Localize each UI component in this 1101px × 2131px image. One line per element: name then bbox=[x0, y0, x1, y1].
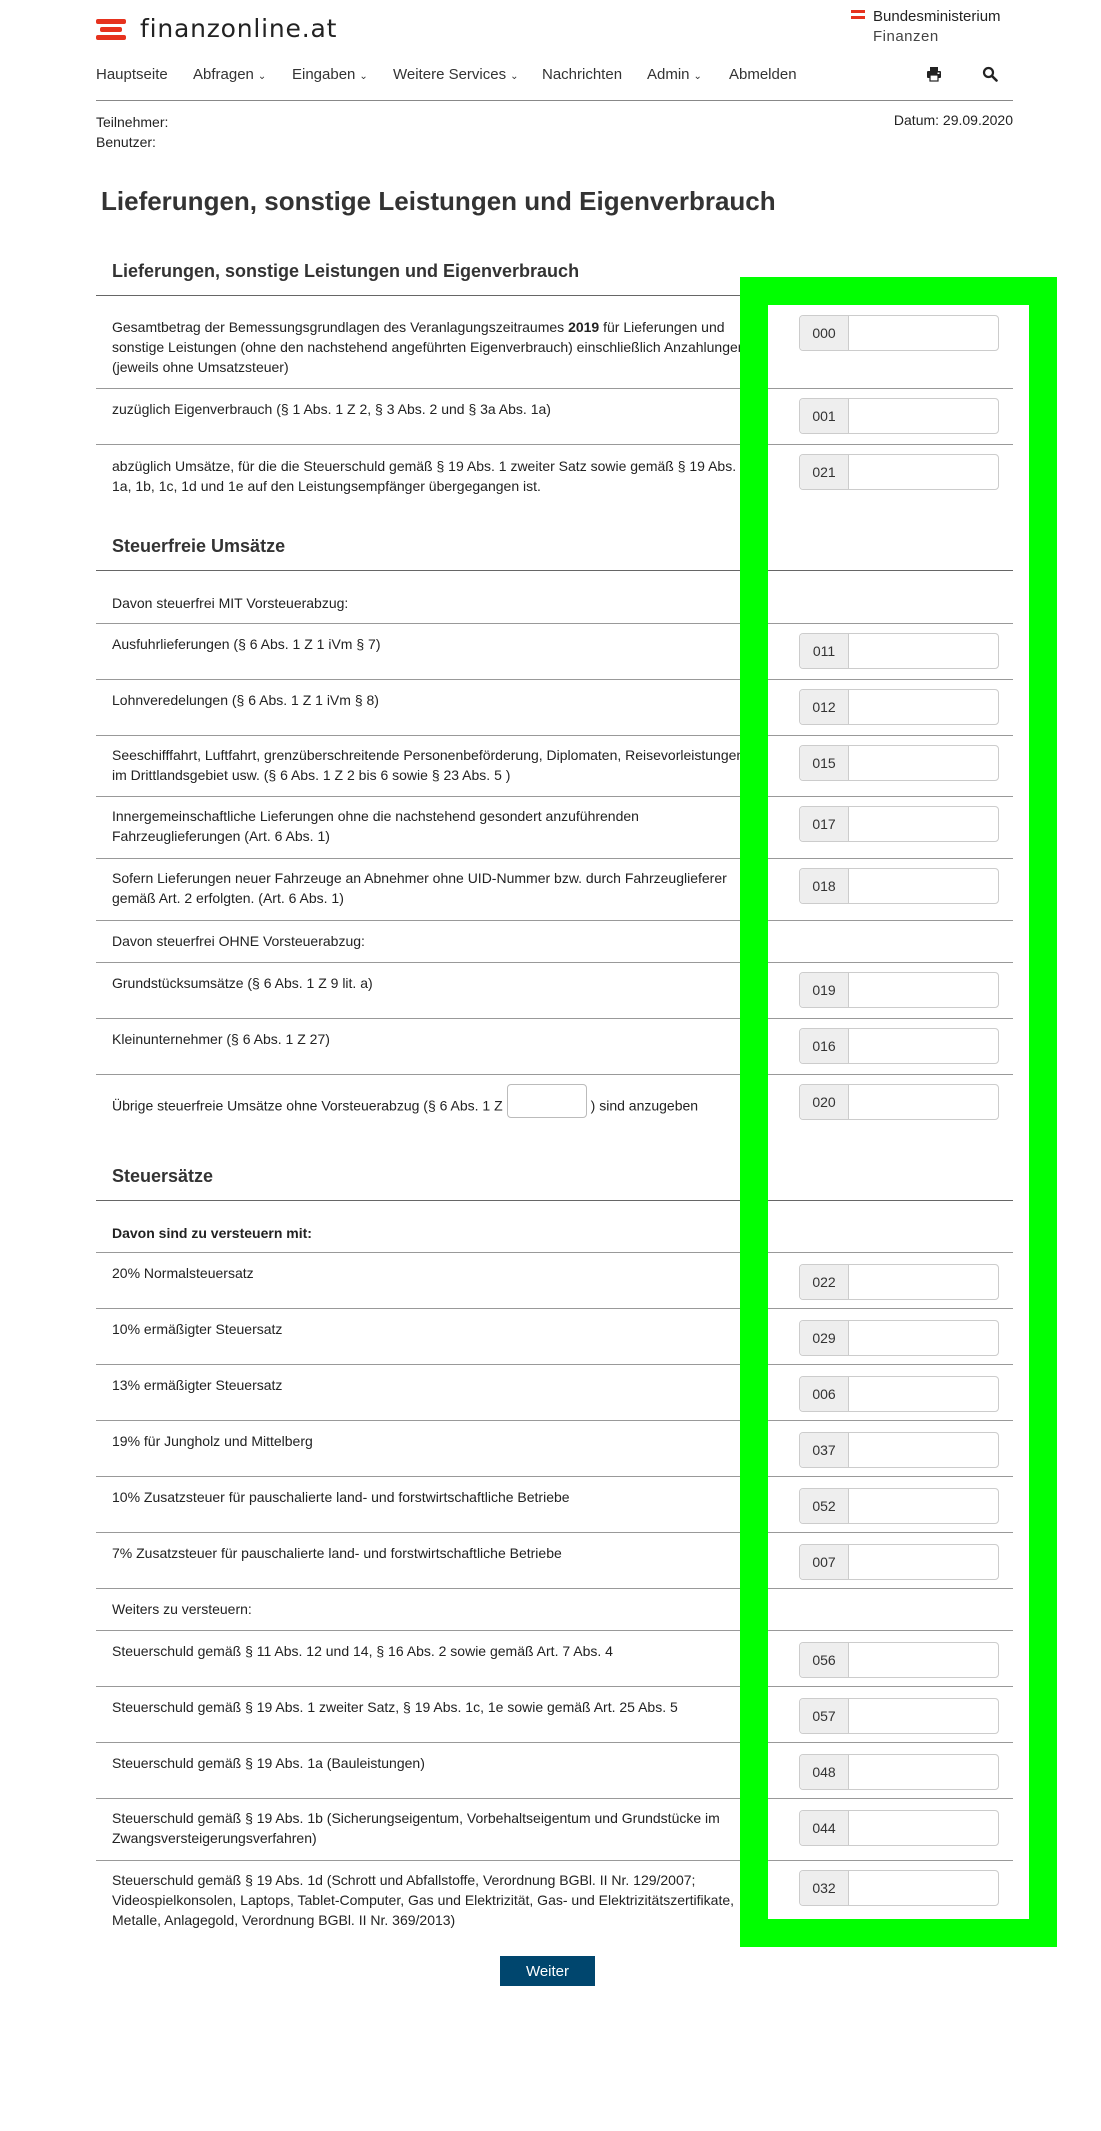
row-label: Innergemeinschaftliche Lieferungen ohne die nachstehend gesondert anzuführenden Fahrzeuglieferungen (Art. 6 Abs. 1) bbox=[112, 808, 639, 844]
form-row-057 bbox=[96, 1687, 1013, 1743]
row-label: Lohnveredelungen (§ 6 Abs. 1 Z 1 iVm § 8) bbox=[112, 692, 379, 708]
form-row-012 bbox=[96, 680, 1013, 736]
kz-field-018 bbox=[799, 868, 999, 904]
kz-input-000[interactable] bbox=[849, 316, 998, 350]
kz-code: 052 bbox=[800, 1489, 849, 1523]
row-label: zuzüglich Eigenverbrauch (§ 1 Abs. 1 Z 2, § 3 Abs. 2 und § 3a Abs. 1a) bbox=[112, 401, 551, 417]
logo-mark-icon bbox=[96, 17, 126, 39]
paragraph-z-input[interactable] bbox=[507, 1084, 587, 1118]
nav-nachrichten[interactable] bbox=[542, 66, 622, 83]
kz-code: 000 bbox=[800, 316, 849, 350]
form-row-056 bbox=[96, 1631, 1013, 1687]
kz-code: 018 bbox=[800, 869, 849, 903]
row-label-020 bbox=[112, 1090, 772, 1124]
kz-code: 006 bbox=[800, 1377, 849, 1411]
row-label: 20% Normalsteuersatz bbox=[112, 1265, 254, 1281]
kz-code: 019 bbox=[800, 973, 849, 1007]
kz-input-018[interactable] bbox=[849, 869, 998, 903]
form-row-037 bbox=[96, 1421, 1013, 1477]
nav-label: Admin bbox=[647, 66, 690, 83]
kz-field-022 bbox=[799, 1264, 999, 1300]
benutzer-label: Benutzer: bbox=[96, 134, 156, 150]
row-label: Steuerschuld gemäß § 19 Abs. 1a (Bauleistungen) bbox=[112, 1755, 425, 1771]
nav-label: Nachrichten bbox=[542, 66, 623, 83]
kz-code: 011 bbox=[800, 634, 849, 668]
form-row-011 bbox=[96, 624, 1013, 680]
kz-input-020[interactable] bbox=[849, 1085, 998, 1119]
kz-input-057[interactable] bbox=[849, 1699, 998, 1733]
row-label: Sofern Lieferungen neuer Fahrzeuge an Abnehmer ohne UID-Nummer bzw. durch Fahrzeuglieferer gemäß Art. 2 erfolgten. (Art. 6 Abs. 1) bbox=[112, 870, 727, 906]
kz-code: 044 bbox=[800, 1811, 849, 1845]
kz-input-056[interactable] bbox=[849, 1643, 998, 1677]
nav-label: Abfragen bbox=[193, 66, 254, 83]
main-navigation bbox=[96, 62, 1013, 101]
form-row-029 bbox=[96, 1309, 1013, 1365]
form-row-022 bbox=[96, 1253, 1013, 1309]
kz-code: 048 bbox=[800, 1755, 849, 1789]
row-label: Steuerschuld gemäß § 19 Abs. 1b (Sicherungseigentum, Vorbehaltseigentum und Grundstücke im Zwangsversteigerungsverfahren) bbox=[112, 1810, 720, 1846]
row-label-pre: Übrige steuerfreie Umsätze ohne Vorsteuerabzug (§ 6 Abs. 1 Z bbox=[112, 1097, 503, 1114]
kz-code: 021 bbox=[800, 455, 849, 489]
row-label-post: für Lieferungen und sonstige Leistungen (ohne den nachstehend angeführten Eigenverbrauch) einschließlich Anzahlungen (jeweils ohne Umsatzsteuer) bbox=[112, 319, 746, 375]
kz-field-032 bbox=[799, 1870, 999, 1906]
form-row-019 bbox=[96, 963, 1013, 1019]
row-label: Grundstücksumsätze (§ 6 Abs. 1 Z 9 lit. a) bbox=[112, 975, 373, 991]
subheader-label: Davon sind zu versteuern mit: bbox=[112, 1225, 312, 1241]
kz-field-016 bbox=[799, 1028, 999, 1064]
kz-input-021[interactable] bbox=[849, 455, 998, 489]
form-subheader-weiters bbox=[96, 1589, 1013, 1631]
finanzonline-logo[interactable] bbox=[96, 10, 337, 46]
chevron-down-icon: ⌄ bbox=[257, 71, 267, 82]
kz-input-006[interactable] bbox=[849, 1377, 998, 1411]
kz-code: 016 bbox=[800, 1029, 849, 1063]
printer-icon[interactable] bbox=[926, 66, 942, 87]
kz-field-037 bbox=[799, 1432, 999, 1468]
kz-field-012 bbox=[799, 689, 999, 725]
kz-input-022[interactable] bbox=[849, 1265, 998, 1299]
teilnehmer-label: Teilnehmer: bbox=[96, 114, 169, 130]
austria-flag-icon bbox=[851, 10, 865, 22]
subheader-label: Davon steuerfrei MIT Vorsteuerabzug: bbox=[112, 595, 349, 611]
kz-field-001 bbox=[799, 398, 999, 434]
kz-field-011 bbox=[799, 633, 999, 669]
subheader-label: Weiters zu versteuern: bbox=[112, 1601, 252, 1617]
form-subheader-ohne bbox=[96, 921, 1013, 963]
kz-code: 056 bbox=[800, 1643, 849, 1677]
kz-input-029[interactable] bbox=[849, 1321, 998, 1355]
row-label: 19% für Jungholz und Mittelberg bbox=[112, 1433, 313, 1449]
kz-field-044 bbox=[799, 1810, 999, 1846]
kz-field-015 bbox=[799, 745, 999, 781]
nav-label: Weitere Services bbox=[393, 66, 507, 83]
form-row-017 bbox=[96, 797, 1013, 859]
kz-field-020 bbox=[799, 1084, 999, 1120]
kz-field-007 bbox=[799, 1544, 999, 1580]
kz-field-057 bbox=[799, 1698, 999, 1734]
kz-code: 037 bbox=[800, 1433, 849, 1467]
row-label: Steuerschuld gemäß § 11 Abs. 12 und 14, § 16 Abs. 2 sowie gemäß Art. 7 Abs. 4 bbox=[112, 1643, 613, 1659]
search-icon[interactable] bbox=[982, 66, 998, 87]
row-label: Kleinunternehmer (§ 6 Abs. 1 Z 27) bbox=[112, 1031, 330, 1047]
nav-admin[interactable] bbox=[647, 66, 702, 83]
kz-code: 001 bbox=[800, 399, 849, 433]
kz-input-015[interactable] bbox=[849, 746, 998, 780]
nav-weitere-services[interactable] bbox=[393, 66, 518, 83]
ministry-title: Bundesministerium bbox=[873, 8, 1001, 25]
form-row-000 bbox=[96, 307, 1013, 389]
chevron-down-icon: ⌄ bbox=[693, 71, 702, 82]
kz-input-007[interactable] bbox=[849, 1545, 998, 1579]
weiter-button[interactable]: Weiter bbox=[500, 1956, 595, 1986]
kz-input-017[interactable] bbox=[849, 807, 998, 841]
row-label: Steuerschuld gemäß § 19 Abs. 1 zweiter Satz, § 19 Abs. 1c, 1e sowie gemäß Art. 25 Abs. 5 bbox=[112, 1699, 678, 1715]
kz-code: 020 bbox=[800, 1085, 849, 1119]
row-label: Seeschifffahrt, Luftfahrt, grenzüberschreitende Personenbeförderung, Diplomaten, Reisevorleistungen im Drittlandsgebiet usw. (§ 6 Abs. 1 Z 2 bis 6 sowie § 23 Abs. 5 ) bbox=[112, 747, 745, 783]
kz-input-044[interactable] bbox=[849, 1811, 998, 1845]
section-divider bbox=[96, 295, 1013, 296]
kz-field-029 bbox=[799, 1320, 999, 1356]
nav-abmelden[interactable] bbox=[729, 66, 797, 83]
logo-text: finanzonline.at bbox=[140, 13, 338, 43]
kz-field-017 bbox=[799, 806, 999, 842]
kz-input-019[interactable] bbox=[849, 973, 998, 1007]
kz-field-019 bbox=[799, 972, 999, 1008]
kz-input-048[interactable] bbox=[849, 1755, 998, 1789]
nav-label: Abmelden bbox=[729, 66, 797, 83]
row-label-year: 2019 bbox=[568, 319, 600, 335]
kz-field-021 bbox=[799, 454, 999, 490]
form-subheader-mit bbox=[96, 571, 1013, 624]
form-row-007 bbox=[96, 1533, 1013, 1589]
kz-code: 057 bbox=[800, 1699, 849, 1733]
form-row-044 bbox=[96, 1799, 1013, 1861]
chevron-down-icon: ⌄ bbox=[510, 71, 519, 82]
kz-field-056 bbox=[799, 1642, 999, 1678]
section-title-steuerfrei: Steuerfreie Umsätze bbox=[112, 536, 286, 556]
form-row-052 bbox=[96, 1477, 1013, 1533]
row-label-pre: Gesamtbetrag der Bemessungsgrundlagen des Veranlagungszeitraumes bbox=[112, 319, 569, 335]
form-row-016 bbox=[96, 1019, 1013, 1075]
kz-input-016[interactable] bbox=[849, 1029, 998, 1063]
subheader-label: Davon steuerfrei OHNE Vorsteuerabzug: bbox=[112, 933, 365, 949]
kz-code: 032 bbox=[800, 1871, 849, 1905]
kz-field-052 bbox=[799, 1488, 999, 1524]
kz-input-011[interactable] bbox=[849, 634, 998, 668]
participant-info bbox=[96, 112, 168, 152]
kz-field-006 bbox=[799, 1376, 999, 1412]
row-label: 13% ermäßigter Steuersatz bbox=[112, 1377, 283, 1393]
row-label-post: ) sind anzugeben bbox=[590, 1097, 699, 1114]
nav-label: Eingaben bbox=[292, 66, 356, 83]
kz-code: 012 bbox=[800, 690, 849, 724]
row-label-021: abzüglich Umsätze, für die die Steuerschuld gemäß § 19 Abs. 1 zweiter Satz sowie gemäß § 19 Abs. 1a, 1b, 1c, 1d und 1e auf den Leistungsempfänger übergegangen ist. bbox=[112, 458, 737, 494]
nav-eingaben[interactable] bbox=[292, 66, 368, 83]
ministry-subtitle: Finanzen bbox=[873, 28, 939, 45]
nav-abfragen[interactable] bbox=[193, 66, 266, 83]
form-subheader-zu-versteuern bbox=[96, 1201, 1013, 1253]
kz-code: 022 bbox=[800, 1265, 849, 1299]
chevron-down-icon: ⌄ bbox=[359, 71, 368, 82]
row-label: 10% Zusatzsteuer für pauschalierte land- und forstwirtschaftliche Betriebe bbox=[112, 1489, 570, 1505]
page-title: Lieferungen, sonstige Leistungen und Eigenverbrauch bbox=[101, 186, 776, 216]
form-row-048 bbox=[96, 1743, 1013, 1799]
form-row-001 bbox=[96, 389, 1013, 445]
row-label: Ausfuhrlieferungen (§ 6 Abs. 1 Z 1 iVm § 7) bbox=[112, 636, 381, 652]
kz-input-012[interactable] bbox=[849, 690, 998, 724]
nav-hauptseite[interactable] bbox=[96, 66, 168, 83]
kz-field-048 bbox=[799, 1754, 999, 1790]
kz-input-037[interactable] bbox=[849, 1433, 998, 1467]
form-row-015 bbox=[96, 736, 1013, 797]
date-display: Datum: 29.09.2020 bbox=[893, 112, 1013, 128]
kz-code: 017 bbox=[800, 807, 849, 841]
kz-code: 007 bbox=[800, 1545, 849, 1579]
row-label: 10% ermäßigter Steuersatz bbox=[112, 1321, 283, 1337]
kz-input-001[interactable] bbox=[849, 399, 998, 433]
row-label bbox=[112, 317, 757, 377]
form-row-018 bbox=[96, 859, 1013, 921]
section-title-steuersaetze: Steuersätze bbox=[112, 1166, 214, 1186]
row-label: 7% Zusatzsteuer für pauschalierte land- und forstwirtschaftliche Betriebe bbox=[112, 1545, 562, 1561]
kz-code: 029 bbox=[800, 1321, 849, 1355]
kz-input-052[interactable] bbox=[849, 1489, 998, 1523]
kz-input-032[interactable] bbox=[849, 1871, 998, 1905]
form-row-006 bbox=[96, 1365, 1013, 1421]
nav-label: Hauptseite bbox=[96, 66, 168, 83]
kz-field-000 bbox=[799, 315, 999, 351]
row-label-032: Steuerschuld gemäß § 19 Abs. 1d (Schrott und Abfallstoffe, Verordnung BGBl. II Nr. 129/2007; Videospielkonsolen, Laptops, Tablet-Computer, Gas und Elektrizität, Gas- und Elektrizitätszertifikate, Metalle, Anlagegold, Verordnung BGBl. II Nr. 369/2013) bbox=[112, 1872, 735, 1928]
kz-code: 015 bbox=[800, 746, 849, 780]
section-title-lieferungen: Lieferungen, sonstige Leistungen und Eigenverbrauch bbox=[112, 261, 580, 281]
